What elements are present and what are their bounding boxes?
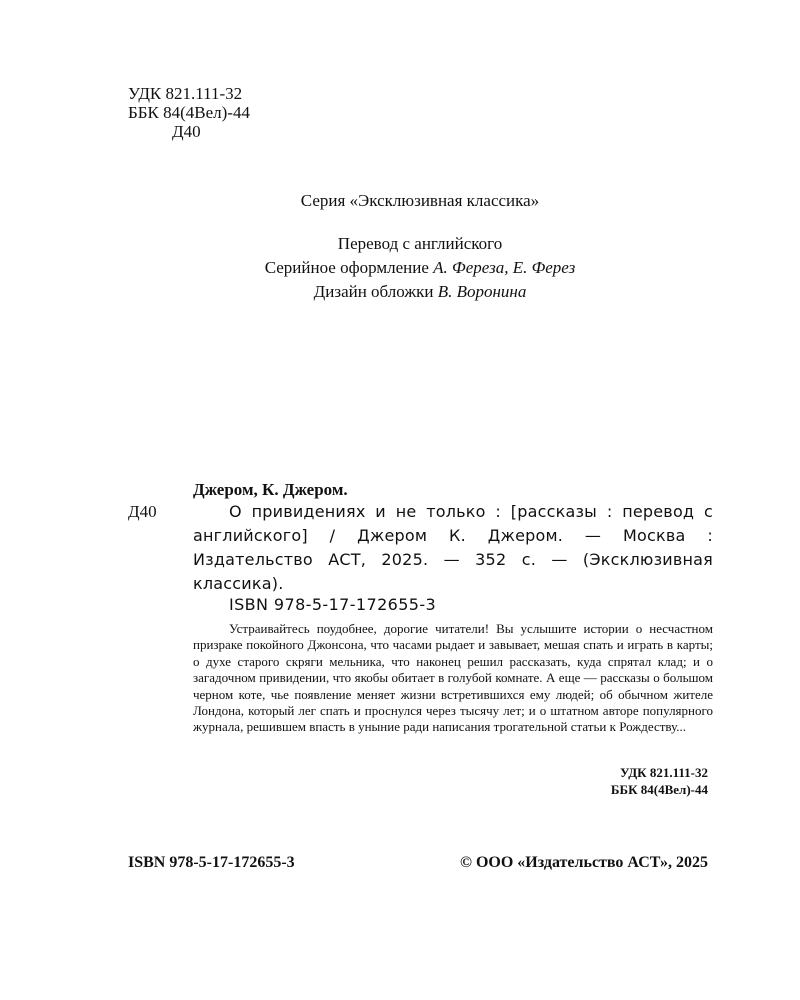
annotation-codes [611,764,708,798]
annotation-text: Устраивайтесь поудобнее, дорогие читатели! Вы услышите истории о несчастном призраке покойного Джонсона, что часами рыдает и завывает, мешая спать и играть в карты; о духе старого скряги мельника, что наконец решил рассказать, куда спрятал клад; и о загадочном привидении, что якобы обитает в голубой комнате. А еще — рассказы о большом черном коте, чье появление меняет жизни встретившихся ему людей; об обычном жителе Лондона, который лег спать и проснулся через тысячу лет; и о штатном авторе популярного журнала, решившем впасть в уныние ради написания трогательной статьи к Рождеству... [193,621,713,735]
udk-code: УДК 821.111-32 [128,84,243,103]
record-author-mark: Д40 [128,502,157,521]
annotation-bbk: ББК 84(4Вел)-44 [610,782,708,797]
translation-credit: Перевод с английского [337,234,503,253]
bbk-code: ББК 84(4Вел)-44 [128,103,250,122]
credits-block [0,232,800,304]
series-design-label: Серийное оформление [264,258,434,277]
footer-isbn: ISBN 978-5-17-172655-3 [128,854,295,871]
series-design-names: А. Фереза, Е. Ферез [433,258,576,277]
annotation-udk: УДК 821.111-32 [620,765,708,780]
author-heading: Джером, К. Джером. [193,480,348,499]
cover-design-name: В. Воронина [437,282,527,301]
classification-codes [128,84,250,141]
cover-design-label: Дизайн обложки [313,282,438,301]
series-design-credit [0,256,800,280]
author-mark: Д40 [172,122,201,141]
series-title: Серия «Эксклюзивная классика» [300,191,540,210]
cover-design-credit [0,280,800,304]
record-isbn: ISBN 978-5-17-172655-3 [229,595,437,614]
bibliographic-description: О привидениях и не только : [рассказы : перевод с английского] / Джером К. Джером. — Москва : Издательство АСТ, 2025. — 352 с. — (Эксклюзивная классика). [193,502,713,593]
footer-copyright: © ООО «Издательство АСТ», 2025 [459,854,708,871]
